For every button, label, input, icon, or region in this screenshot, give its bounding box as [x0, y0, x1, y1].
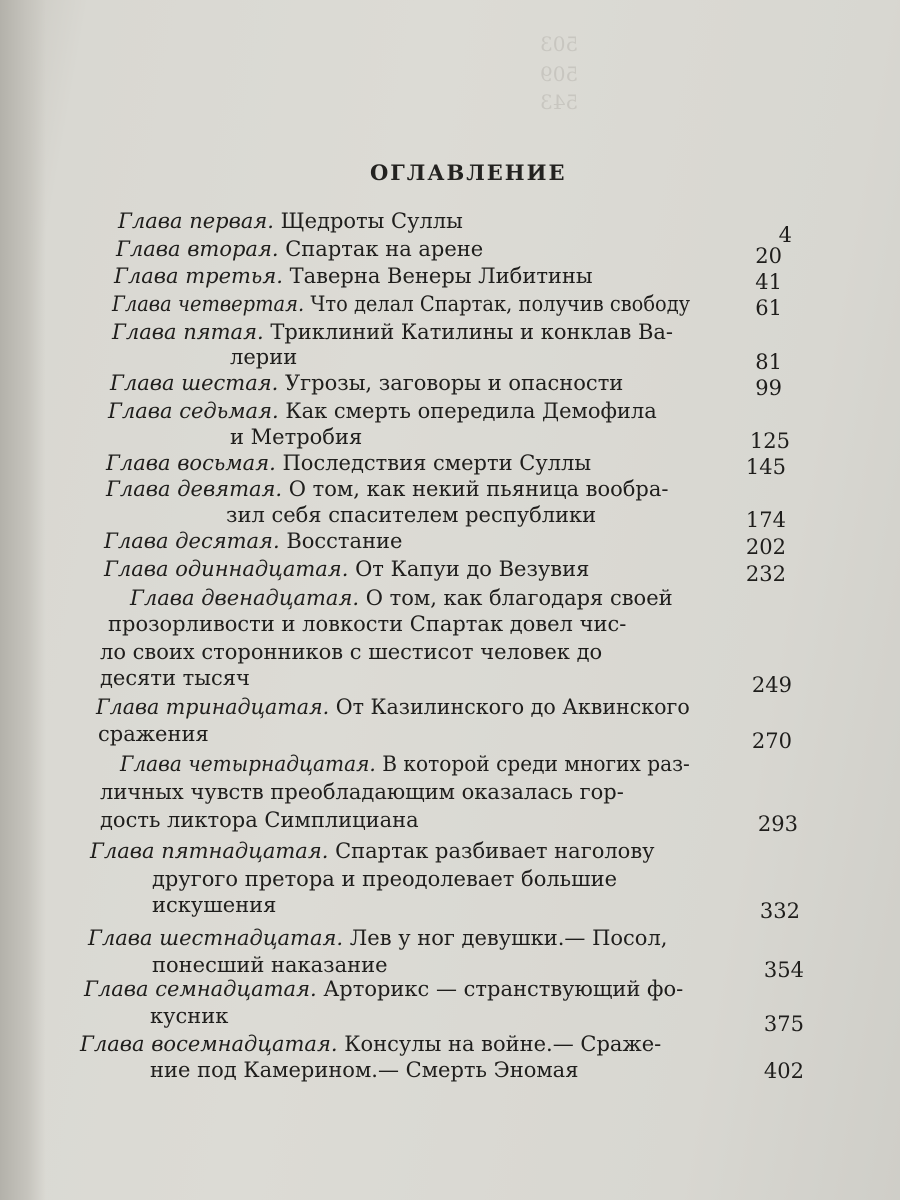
chapter-title-text: сражения — [98, 722, 209, 746]
chapter-title-text: Консулы на войне.— Сраже- — [344, 1032, 662, 1056]
toc-line — [152, 867, 617, 891]
toc-line — [100, 666, 250, 690]
toc-line — [118, 209, 463, 233]
toc-line — [106, 477, 668, 501]
chapter-label: Глава десятая. — [104, 529, 280, 553]
chapter-label: Глава тринадцатая. — [96, 695, 330, 719]
chapter-title-text: кусник — [150, 1004, 229, 1028]
toc-line — [104, 529, 402, 553]
chapter-title-text: лерии — [230, 345, 298, 369]
chapter-title-text: Триклиний Катилины и конклав Ва- — [270, 320, 673, 344]
chapter-title-text: Восстание — [286, 529, 403, 553]
toc-line — [88, 926, 667, 950]
page-number: 174 — [745, 508, 786, 532]
toc-line — [112, 292, 690, 316]
toc-line — [230, 345, 297, 369]
toc-line — [108, 612, 626, 636]
page-number: 145 — [745, 455, 786, 479]
page-number: 99 — [755, 376, 782, 400]
chapter-title-text: понесший наказание — [152, 953, 388, 977]
page-number: 270 — [751, 729, 792, 753]
chapter-title-text: От Капуи до Везувия — [355, 557, 590, 581]
toc-line — [230, 425, 362, 449]
chapter-label: Глава девятая. — [106, 477, 283, 501]
chapter-title-text: личных чувств преобладающим оказалась гор- — [100, 780, 624, 804]
chapter-title-text: десяти тысяч — [100, 666, 250, 690]
toc-line — [152, 893, 276, 917]
chapter-label: Глава четырнадцатая. — [120, 752, 376, 776]
chapter-label: Глава третья. — [114, 264, 283, 288]
page-number: 41 — [755, 270, 782, 294]
chapter-title-text: О том, как благодаря своей — [365, 586, 673, 610]
chapter-title-text: прозорливости и ловкости Спартак довел чис- — [108, 612, 627, 636]
chapter-label: Глава первая. — [118, 209, 274, 233]
toc-line — [114, 264, 593, 288]
toc-line — [112, 320, 673, 344]
chapter-title-text: и Метробия — [230, 425, 363, 449]
toc-line — [90, 839, 655, 863]
toc-line — [120, 752, 690, 776]
page-number: 375 — [763, 1012, 804, 1036]
chapter-label: Глава семнадцатая. — [84, 977, 317, 1001]
toc-line — [80, 1032, 661, 1056]
page-number: 402 — [763, 1059, 804, 1083]
chapter-title-text: искушения — [152, 893, 277, 917]
chapter-title-text: Как смерть опередила Демофила — [285, 399, 657, 423]
chapter-label: Глава седьмая. — [108, 399, 279, 423]
toc-line — [152, 953, 388, 977]
bleed-line: 509 — [540, 62, 579, 86]
chapter-label: Глава четвертая. — [112, 292, 305, 316]
page-number: 61 — [755, 296, 782, 320]
toc-line — [96, 695, 690, 719]
toc-line — [110, 371, 623, 395]
page-number: 125 — [749, 429, 790, 453]
chapter-title-text: Таверна Венеры Либитины — [289, 264, 593, 288]
page-number: 20 — [755, 244, 782, 268]
chapter-label: Глава одиннадцатая. — [104, 557, 349, 581]
page-title: ОГЛАВЛЕНИЕ — [370, 160, 567, 185]
toc-line — [84, 977, 683, 1001]
chapter-title-text: Угрозы, заговоры и опасности — [285, 371, 624, 395]
page-number: 293 — [757, 812, 798, 836]
chapter-title-text: Что делал Спартак, получив свободу — [310, 292, 691, 316]
chapter-label: Глава пятнадцатая. — [90, 839, 329, 863]
chapter-label: Глава пятая. — [112, 320, 264, 344]
chapter-title-text: Арторикс — странствующий фо- — [323, 977, 684, 1001]
chapter-label: Глава восемнадцатая. — [80, 1032, 338, 1056]
bleed-line: 503 — [540, 32, 579, 56]
chapter-title-text: В которой среди многих раз- — [382, 752, 690, 776]
toc-line — [98, 722, 209, 746]
page-number: 81 — [755, 350, 782, 374]
chapter-title-text: ние под Камерином.— Смерть Эномая — [150, 1058, 579, 1082]
chapter-title-text: Лев у ног девушки.— Посол, — [349, 926, 668, 950]
page-number: 354 — [763, 958, 804, 982]
toc-line — [108, 399, 657, 423]
toc-line — [100, 780, 624, 804]
chapter-title-text: другого претора и преодолевает большие — [152, 867, 618, 891]
chapter-label: Глава шестая. — [110, 371, 279, 395]
toc-line — [104, 557, 589, 581]
toc-line — [106, 451, 591, 475]
chapter-title-text: От Казилинского до Аквинского — [335, 695, 690, 719]
toc-line — [116, 237, 483, 261]
chapter-title-text: Последствия смерти Суллы — [282, 451, 592, 475]
chapter-title-text: Щедроты Суллы — [280, 209, 463, 233]
toc-line — [150, 1004, 228, 1028]
chapter-label: Глава шестнадцатая. — [88, 926, 344, 950]
chapter-title-text: О том, как некий пьяница вообра- — [288, 477, 669, 501]
chapter-title-text: ло своих сторонников с шестисот человек до — [100, 640, 603, 664]
chapter-label: Глава восьмая. — [106, 451, 276, 475]
chapter-title-text: Спартак разбивает наголову — [335, 839, 655, 863]
toc-line — [100, 808, 419, 832]
chapter-label: Глава вторая. — [116, 237, 279, 261]
page-number: 332 — [759, 899, 800, 923]
toc-line — [100, 640, 602, 664]
chapter-title-text: дость ликтора Симплициана — [100, 808, 419, 832]
page-number: 202 — [745, 535, 786, 559]
toc-line — [130, 586, 673, 610]
page-number: 4 — [778, 223, 792, 247]
toc-line — [226, 503, 596, 527]
page-number: 232 — [745, 562, 786, 586]
bleed-line: 543 — [540, 90, 579, 114]
chapter-label: Глава двенадцатая. — [130, 586, 360, 610]
page-number: 249 — [751, 673, 792, 697]
toc-line — [150, 1058, 578, 1082]
chapter-title-text: Спартак на арене — [285, 237, 484, 261]
chapter-title-text: зил себя спасителем республики — [226, 503, 597, 527]
